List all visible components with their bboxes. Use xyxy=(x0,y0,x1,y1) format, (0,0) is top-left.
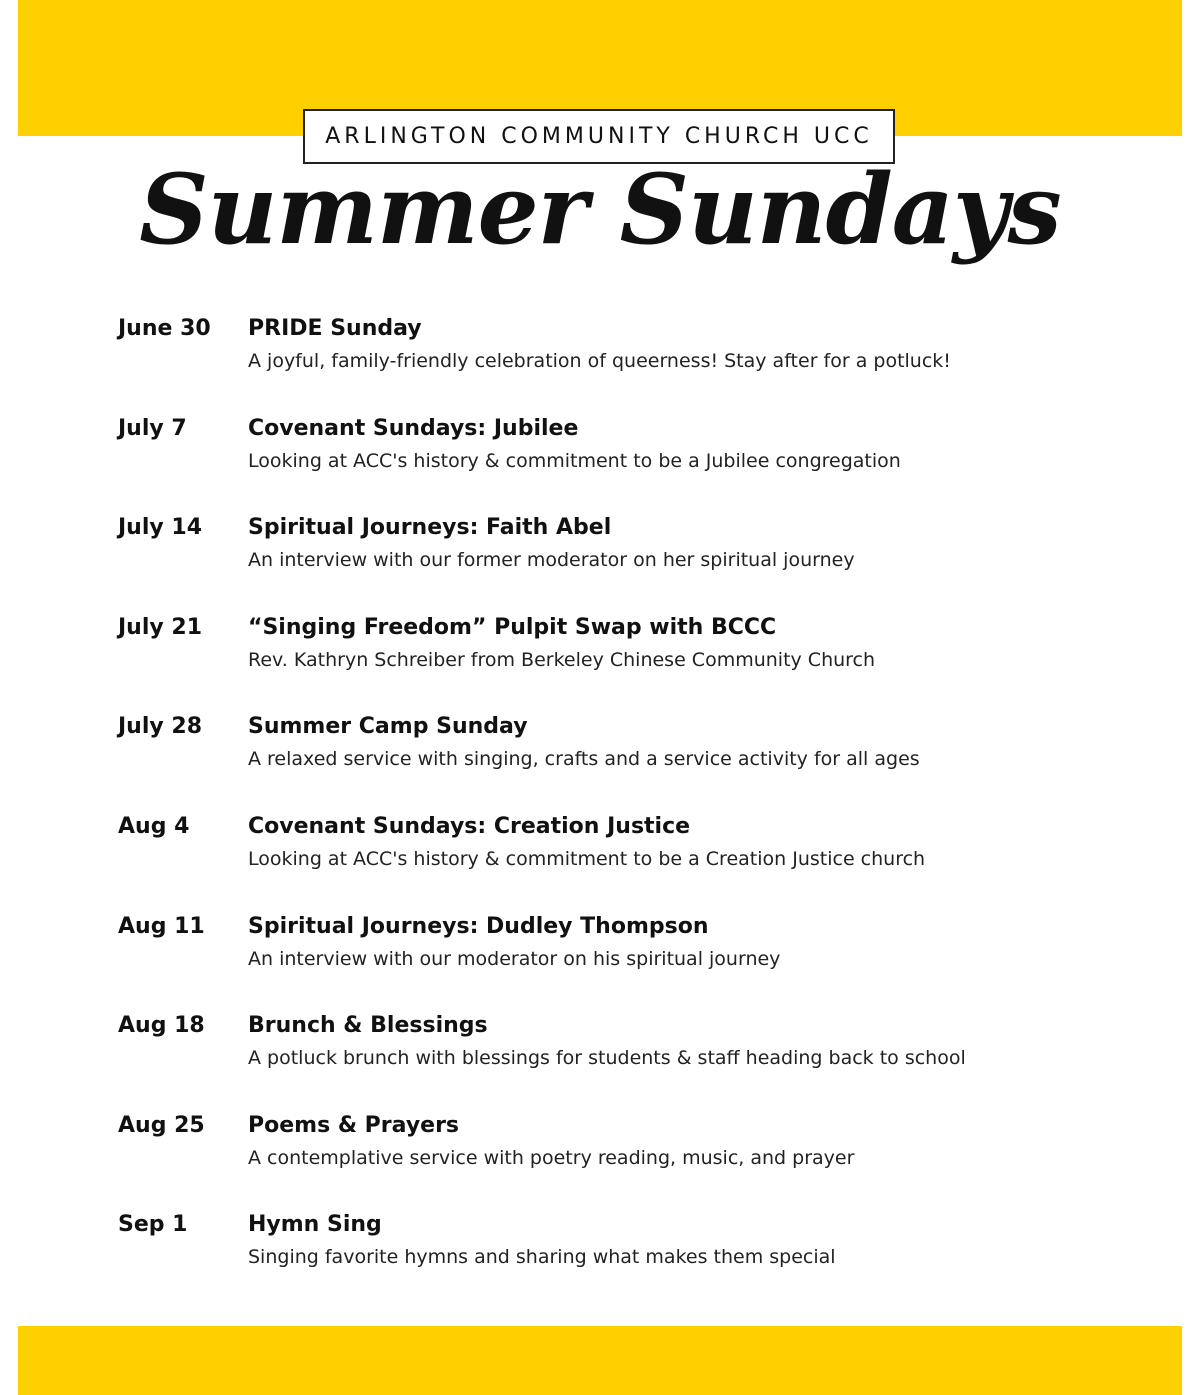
event-date: July 28 xyxy=(118,714,203,740)
event-row xyxy=(118,710,1118,810)
event-title: Summer Camp Sunday xyxy=(248,714,528,740)
event-row xyxy=(118,1009,1118,1109)
event-date: June 30 xyxy=(118,316,211,341)
event-description: A contemplative service with poetry reading, music, and prayer xyxy=(248,1146,855,1169)
event-description: A relaxed service with singing, crafts and a service activity for all ages xyxy=(248,748,920,771)
event-row xyxy=(118,910,1118,1010)
event-body xyxy=(248,1208,1118,1308)
event-description: Rev. Kathryn Schreiber from Berkeley Chinese Community Church xyxy=(248,648,876,671)
event-row xyxy=(118,312,1118,412)
bottom-accent-band xyxy=(18,1326,1182,1395)
event-date: July 14 xyxy=(118,515,203,541)
event-title: PRIDE Sunday xyxy=(248,316,422,341)
event-title: “Singing Freedom” Pulpit Swap with BCCC xyxy=(248,614,777,640)
church-name: ARLINGTON COMMUNITY CHURCH UCC xyxy=(325,124,873,149)
event-body xyxy=(248,1109,1118,1209)
event-title: Covenant Sundays: Creation Justice xyxy=(248,813,691,839)
event-row xyxy=(118,412,1118,512)
event-date: Aug 4 xyxy=(118,813,190,839)
event-body xyxy=(248,511,1118,611)
event-body xyxy=(248,810,1118,910)
event-row xyxy=(118,511,1118,611)
event-row xyxy=(118,1109,1118,1209)
event-row xyxy=(118,611,1118,711)
page-title: Summer Sundays xyxy=(139,153,1061,266)
event-description: Looking at ACC's history & commitment to be a Creation Justice church xyxy=(248,847,926,870)
event-description: A potluck brunch with blessings for students & staff heading back to school xyxy=(248,1047,966,1070)
event-title: Hymn Sing xyxy=(248,1212,382,1238)
event-body xyxy=(248,412,1118,512)
event-title: Spiritual Journeys: Faith Abel xyxy=(248,515,612,541)
event-body xyxy=(248,1009,1118,1109)
event-description: Looking at ACC's history & commitment to be a Jubilee congregation xyxy=(248,449,901,472)
event-title: Brunch & Blessings xyxy=(248,1013,488,1039)
event-title: Poems & Prayers xyxy=(248,1112,460,1138)
event-body xyxy=(248,910,1118,1010)
event-title: Covenant Sundays: Jubilee xyxy=(248,415,579,441)
event-description: Singing favorite hymns and sharing what makes them special xyxy=(248,1246,836,1269)
event-row xyxy=(118,1208,1118,1308)
event-body xyxy=(248,611,1118,711)
event-date: Aug 11 xyxy=(118,913,205,939)
event-date: July 21 xyxy=(118,614,203,640)
event-body xyxy=(248,312,1118,412)
event-body xyxy=(248,710,1118,810)
event-title: Spiritual Journeys: Dudley Thompson xyxy=(248,913,709,939)
event-description: A joyful, family-friendly celebration of queerness! Stay after for a potluck! xyxy=(248,350,951,372)
event-row xyxy=(118,810,1118,910)
event-description: An interview with our moderator on his spiritual journey xyxy=(248,947,781,970)
event-schedule xyxy=(118,312,1118,1308)
event-description: An interview with our former moderator on her spiritual journey xyxy=(248,549,855,572)
event-date: Aug 25 xyxy=(118,1112,205,1138)
event-date: July 7 xyxy=(118,415,187,441)
event-date: Sep 1 xyxy=(118,1212,188,1238)
event-date: Aug 18 xyxy=(118,1013,205,1039)
